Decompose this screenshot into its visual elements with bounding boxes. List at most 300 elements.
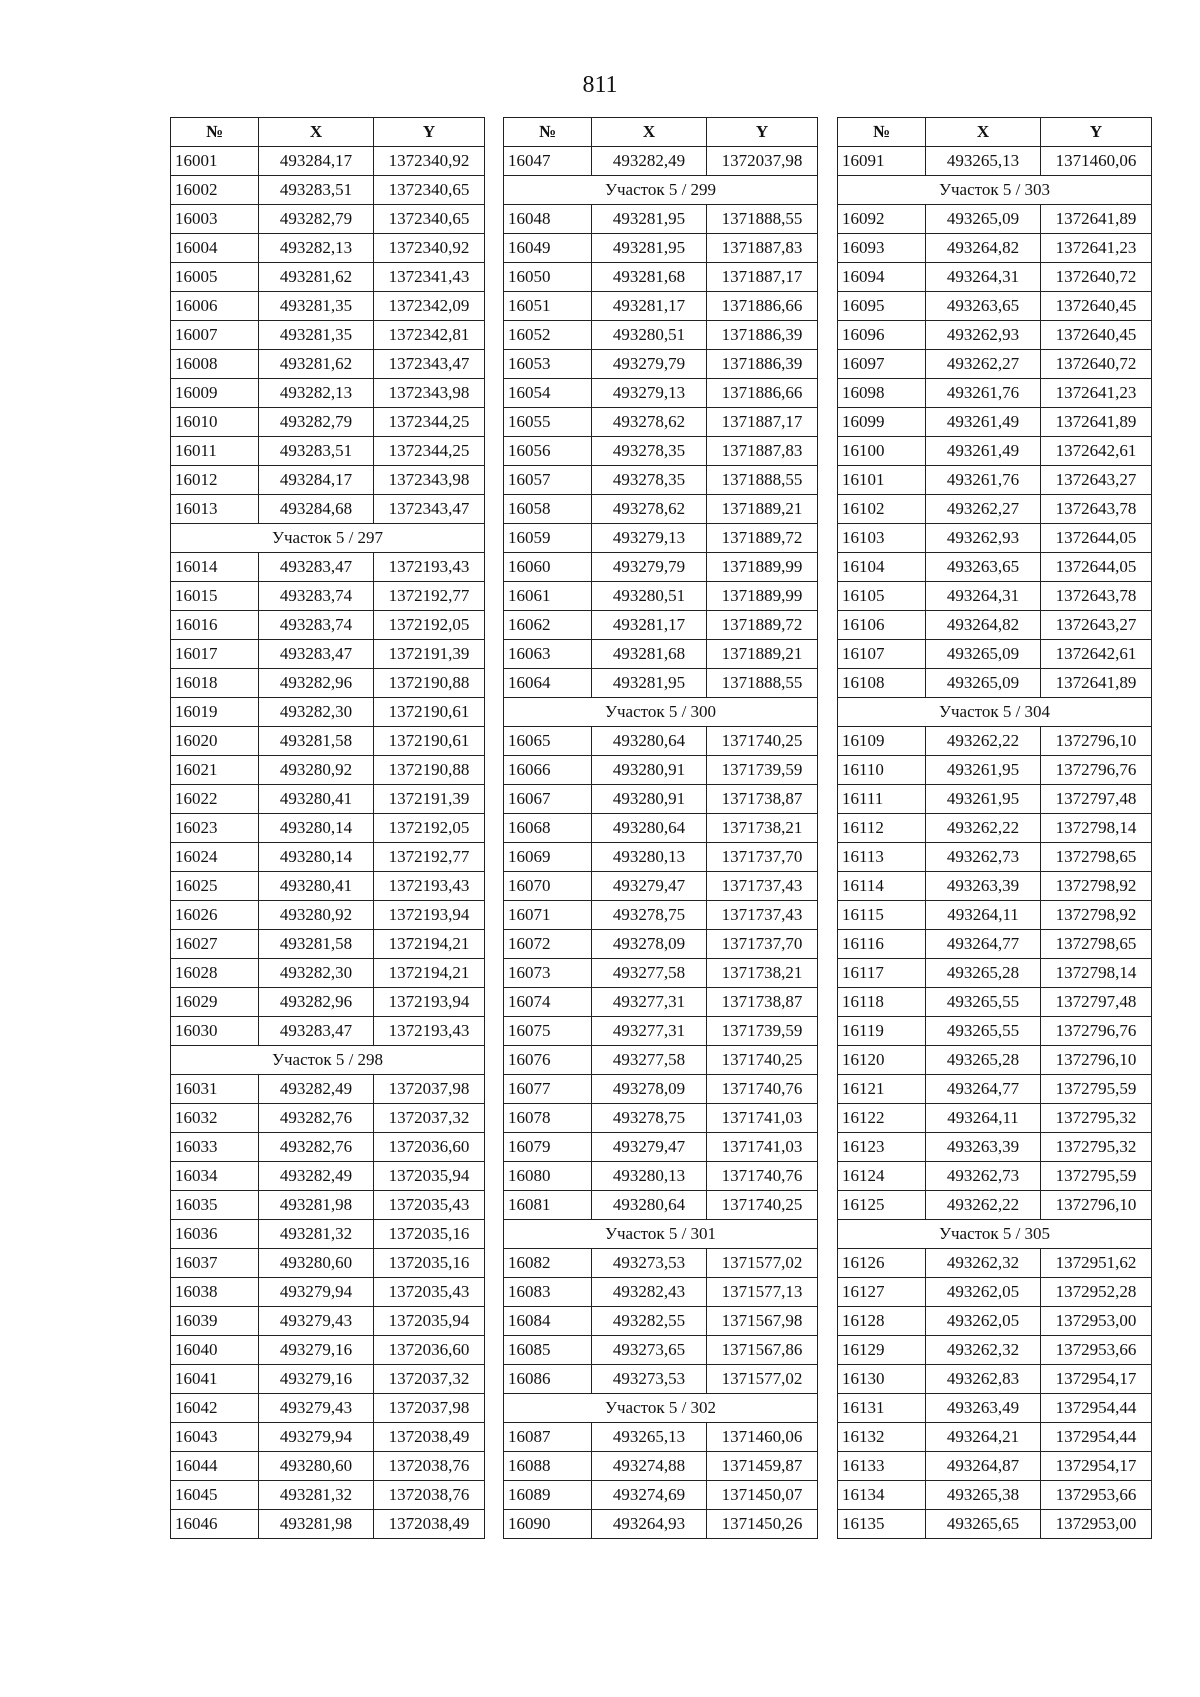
x-coordinate-cell: 493262,32 (926, 1336, 1041, 1365)
table-row (171, 872, 485, 901)
y-coordinate-cell: 1372641,23 (1041, 234, 1152, 263)
table-row (171, 350, 485, 379)
table-row (504, 988, 818, 1017)
y-coordinate-cell: 1372190,88 (374, 669, 485, 698)
point-number-cell: 16054 (504, 379, 592, 408)
point-number-cell: 16064 (504, 669, 592, 698)
point-number-cell: 16127 (838, 1278, 926, 1307)
y-coordinate-cell: 1371889,72 (707, 524, 818, 553)
x-coordinate-cell: 493262,73 (926, 1162, 1041, 1191)
y-coordinate-cell: 1372795,59 (1041, 1075, 1152, 1104)
x-coordinate-cell: 493263,39 (926, 1133, 1041, 1162)
y-coordinate-cell: 1372193,94 (374, 988, 485, 1017)
table-row (504, 408, 818, 437)
x-coordinate-cell: 493261,76 (926, 466, 1041, 495)
y-coordinate-cell: 1371737,43 (707, 872, 818, 901)
section-row (838, 1220, 1152, 1249)
point-number-cell: 16035 (171, 1191, 259, 1220)
x-coordinate-cell: 493282,13 (259, 234, 374, 263)
point-number-cell: 16081 (504, 1191, 592, 1220)
point-number-cell: 16073 (504, 959, 592, 988)
point-number-cell: 16086 (504, 1365, 592, 1394)
y-coordinate-cell: 1372953,66 (1041, 1481, 1152, 1510)
point-number-cell: 16026 (171, 901, 259, 930)
y-coordinate-cell: 1371888,55 (707, 205, 818, 234)
point-number-cell: 16032 (171, 1104, 259, 1133)
y-coordinate-cell: 1372037,98 (374, 1394, 485, 1423)
point-number-cell: 16107 (838, 640, 926, 669)
point-number-cell: 16099 (838, 408, 926, 437)
table-row (838, 959, 1152, 988)
section-label: Участок 5 / 300 (504, 698, 818, 727)
x-coordinate-cell: 493265,28 (926, 959, 1041, 988)
table-row (171, 466, 485, 495)
header-x: X (592, 118, 707, 147)
table-row (171, 1220, 485, 1249)
point-number-cell: 16031 (171, 1075, 259, 1104)
table-row (171, 1133, 485, 1162)
table-row (838, 350, 1152, 379)
table-row (504, 611, 818, 640)
point-number-cell: 16045 (171, 1481, 259, 1510)
x-coordinate-cell: 493265,09 (926, 205, 1041, 234)
point-number-cell: 16085 (504, 1336, 592, 1365)
y-coordinate-cell: 1372644,05 (1041, 524, 1152, 553)
x-coordinate-cell: 493261,49 (926, 437, 1041, 466)
header-number: № (171, 118, 259, 147)
y-coordinate-cell: 1372642,61 (1041, 640, 1152, 669)
y-coordinate-cell: 1371887,17 (707, 263, 818, 292)
x-coordinate-cell: 493283,74 (259, 611, 374, 640)
x-coordinate-cell: 493282,96 (259, 669, 374, 698)
y-coordinate-cell: 1372796,76 (1041, 756, 1152, 785)
x-coordinate-cell: 493280,92 (259, 901, 374, 930)
table-row (171, 321, 485, 350)
table-row (171, 669, 485, 698)
table-row (171, 263, 485, 292)
y-coordinate-cell: 1372640,45 (1041, 321, 1152, 350)
x-coordinate-cell: 493280,91 (592, 785, 707, 814)
x-coordinate-cell: 493273,65 (592, 1336, 707, 1365)
x-coordinate-cell: 493279,13 (592, 524, 707, 553)
section-row (504, 1394, 818, 1423)
x-coordinate-cell: 493284,17 (259, 466, 374, 495)
y-coordinate-cell: 1372193,43 (374, 553, 485, 582)
x-coordinate-cell: 493262,83 (926, 1365, 1041, 1394)
point-number-cell: 16111 (838, 785, 926, 814)
y-coordinate-cell: 1371741,03 (707, 1133, 818, 1162)
point-number-cell: 16124 (838, 1162, 926, 1191)
x-coordinate-cell: 493264,82 (926, 611, 1041, 640)
table-row (504, 930, 818, 959)
point-number-cell: 16048 (504, 205, 592, 234)
y-coordinate-cell: 1372344,25 (374, 408, 485, 437)
y-coordinate-cell: 1372796,10 (1041, 1046, 1152, 1075)
point-number-cell: 16077 (504, 1075, 592, 1104)
y-coordinate-cell: 1372643,78 (1041, 495, 1152, 524)
point-number-cell: 16130 (838, 1365, 926, 1394)
x-coordinate-cell: 493265,28 (926, 1046, 1041, 1075)
x-coordinate-cell: 493282,96 (259, 988, 374, 1017)
point-number-cell: 16063 (504, 640, 592, 669)
point-number-cell: 16071 (504, 901, 592, 930)
point-number-cell: 16097 (838, 350, 926, 379)
y-coordinate-cell: 1371889,99 (707, 553, 818, 582)
point-number-cell: 16001 (171, 147, 259, 176)
y-coordinate-cell: 1372193,94 (374, 901, 485, 930)
x-coordinate-cell: 493281,95 (592, 669, 707, 698)
table-row (504, 582, 818, 611)
table-row (504, 553, 818, 582)
point-number-cell: 16076 (504, 1046, 592, 1075)
point-number-cell: 16034 (171, 1162, 259, 1191)
y-coordinate-cell: 1372795,32 (1041, 1104, 1152, 1133)
table-row (504, 350, 818, 379)
table-row (171, 1365, 485, 1394)
y-coordinate-cell: 1371738,87 (707, 988, 818, 1017)
table-row (504, 379, 818, 408)
table-row (838, 147, 1152, 176)
x-coordinate-cell: 493282,79 (259, 205, 374, 234)
x-coordinate-cell: 493278,62 (592, 495, 707, 524)
point-number-cell: 16132 (838, 1423, 926, 1452)
y-coordinate-cell: 1372341,43 (374, 263, 485, 292)
point-number-cell: 16036 (171, 1220, 259, 1249)
point-number-cell: 16013 (171, 495, 259, 524)
y-coordinate-cell: 1372796,10 (1041, 727, 1152, 756)
table-row (838, 205, 1152, 234)
y-coordinate-cell: 1372191,39 (374, 785, 485, 814)
point-number-cell: 16092 (838, 205, 926, 234)
y-coordinate-cell: 1372038,49 (374, 1423, 485, 1452)
x-coordinate-cell: 493263,65 (926, 553, 1041, 582)
point-number-cell: 16011 (171, 437, 259, 466)
point-number-cell: 16009 (171, 379, 259, 408)
x-coordinate-cell: 493279,79 (592, 553, 707, 582)
table-row (504, 1365, 818, 1394)
table-row (838, 1249, 1152, 1278)
x-coordinate-cell: 493265,09 (926, 669, 1041, 698)
x-coordinate-cell: 493281,32 (259, 1481, 374, 1510)
y-coordinate-cell: 1371887,17 (707, 408, 818, 437)
table-row (838, 727, 1152, 756)
x-coordinate-cell: 493278,09 (592, 930, 707, 959)
y-coordinate-cell: 1371577,13 (707, 1278, 818, 1307)
x-coordinate-cell: 493262,73 (926, 843, 1041, 872)
point-number-cell: 16039 (171, 1307, 259, 1336)
x-coordinate-cell: 493264,82 (926, 234, 1041, 263)
point-number-cell: 16101 (838, 466, 926, 495)
section-label: Участок 5 / 301 (504, 1220, 818, 1249)
x-coordinate-cell: 493279,43 (259, 1307, 374, 1336)
point-number-cell: 16089 (504, 1481, 592, 1510)
table-row (504, 901, 818, 930)
section-row (504, 1220, 818, 1249)
section-label: Участок 5 / 303 (838, 176, 1152, 205)
y-coordinate-cell: 1371886,66 (707, 379, 818, 408)
point-number-cell: 16065 (504, 727, 592, 756)
point-number-cell: 16109 (838, 727, 926, 756)
point-number-cell: 16053 (504, 350, 592, 379)
x-coordinate-cell: 493262,22 (926, 727, 1041, 756)
point-number-cell: 16004 (171, 234, 259, 263)
point-number-cell: 16116 (838, 930, 926, 959)
y-coordinate-cell: 1372340,92 (374, 147, 485, 176)
point-number-cell: 16068 (504, 814, 592, 843)
point-number-cell: 16098 (838, 379, 926, 408)
x-coordinate-cell: 493279,16 (259, 1365, 374, 1394)
table-row (171, 930, 485, 959)
x-coordinate-cell: 493280,60 (259, 1249, 374, 1278)
section-row (838, 176, 1152, 205)
x-coordinate-cell: 493281,62 (259, 263, 374, 292)
x-coordinate-cell: 493261,49 (926, 408, 1041, 437)
point-number-cell: 16087 (504, 1423, 592, 1452)
x-coordinate-cell: 493281,98 (259, 1510, 374, 1539)
x-coordinate-cell: 493265,09 (926, 640, 1041, 669)
y-coordinate-cell: 1372642,61 (1041, 437, 1152, 466)
x-coordinate-cell: 493265,65 (926, 1510, 1041, 1539)
coordinates-table-2 (503, 117, 818, 1539)
x-coordinate-cell: 493282,76 (259, 1104, 374, 1133)
point-number-cell: 16131 (838, 1394, 926, 1423)
table-header-row (838, 118, 1152, 147)
y-coordinate-cell: 1372954,44 (1041, 1423, 1152, 1452)
x-coordinate-cell: 493274,88 (592, 1452, 707, 1481)
x-coordinate-cell: 493282,55 (592, 1307, 707, 1336)
y-coordinate-cell: 1371737,70 (707, 930, 818, 959)
x-coordinate-cell: 493282,76 (259, 1133, 374, 1162)
x-coordinate-cell: 493281,17 (592, 611, 707, 640)
y-coordinate-cell: 1372641,89 (1041, 408, 1152, 437)
table-row (838, 582, 1152, 611)
x-coordinate-cell: 493278,35 (592, 466, 707, 495)
y-coordinate-cell: 1372035,94 (374, 1307, 485, 1336)
x-coordinate-cell: 493283,74 (259, 582, 374, 611)
x-coordinate-cell: 493281,58 (259, 930, 374, 959)
point-number-cell: 16069 (504, 843, 592, 872)
table-row (838, 669, 1152, 698)
table-row (504, 1423, 818, 1452)
x-coordinate-cell: 493273,53 (592, 1365, 707, 1394)
point-number-cell: 16093 (838, 234, 926, 263)
table-row (504, 669, 818, 698)
x-coordinate-cell: 493282,30 (259, 698, 374, 727)
table-row (504, 292, 818, 321)
table-row (838, 234, 1152, 263)
point-number-cell: 16062 (504, 611, 592, 640)
x-coordinate-cell: 493277,31 (592, 1017, 707, 1046)
point-number-cell: 16072 (504, 930, 592, 959)
point-number-cell: 16094 (838, 263, 926, 292)
table-row (838, 1452, 1152, 1481)
table-row (838, 437, 1152, 466)
x-coordinate-cell: 493277,58 (592, 1046, 707, 1075)
table-row (504, 147, 818, 176)
point-number-cell: 16020 (171, 727, 259, 756)
y-coordinate-cell: 1371886,66 (707, 292, 818, 321)
point-number-cell: 16010 (171, 408, 259, 437)
y-coordinate-cell: 1372190,61 (374, 727, 485, 756)
x-coordinate-cell: 493279,94 (259, 1278, 374, 1307)
y-coordinate-cell: 1372796,10 (1041, 1191, 1152, 1220)
x-coordinate-cell: 493282,30 (259, 959, 374, 988)
point-number-cell: 16080 (504, 1162, 592, 1191)
point-number-cell: 16119 (838, 1017, 926, 1046)
point-number-cell: 16103 (838, 524, 926, 553)
table-row (504, 321, 818, 350)
y-coordinate-cell: 1372641,89 (1041, 205, 1152, 234)
table-row (838, 292, 1152, 321)
x-coordinate-cell: 493262,32 (926, 1249, 1041, 1278)
table-row (504, 1510, 818, 1539)
point-number-cell: 16121 (838, 1075, 926, 1104)
x-coordinate-cell: 493264,93 (592, 1510, 707, 1539)
x-coordinate-cell: 493280,64 (592, 814, 707, 843)
x-coordinate-cell: 493273,53 (592, 1249, 707, 1278)
point-number-cell: 16100 (838, 437, 926, 466)
y-coordinate-cell: 1372342,81 (374, 321, 485, 350)
table-row (504, 959, 818, 988)
y-coordinate-cell: 1372954,17 (1041, 1452, 1152, 1481)
point-number-cell: 16135 (838, 1510, 926, 1539)
table-row (504, 437, 818, 466)
point-number-cell: 16083 (504, 1278, 592, 1307)
x-coordinate-cell: 493277,58 (592, 959, 707, 988)
x-coordinate-cell: 493279,13 (592, 379, 707, 408)
point-number-cell: 16057 (504, 466, 592, 495)
y-coordinate-cell: 1372951,62 (1041, 1249, 1152, 1278)
x-coordinate-cell: 493281,17 (592, 292, 707, 321)
x-coordinate-cell: 493264,31 (926, 582, 1041, 611)
y-coordinate-cell: 1372342,09 (374, 292, 485, 321)
section-row (838, 698, 1152, 727)
table-row (171, 205, 485, 234)
y-coordinate-cell: 1372192,77 (374, 582, 485, 611)
y-coordinate-cell: 1372035,43 (374, 1278, 485, 1307)
table-row (838, 1423, 1152, 1452)
table-row (171, 1017, 485, 1046)
point-number-cell: 16005 (171, 263, 259, 292)
y-coordinate-cell: 1372795,59 (1041, 1162, 1152, 1191)
point-number-cell: 16050 (504, 263, 592, 292)
point-number-cell: 16125 (838, 1191, 926, 1220)
point-number-cell: 16090 (504, 1510, 592, 1539)
table-row (838, 495, 1152, 524)
y-coordinate-cell: 1372037,32 (374, 1104, 485, 1133)
table-row (838, 988, 1152, 1017)
point-number-cell: 16084 (504, 1307, 592, 1336)
x-coordinate-cell: 493280,92 (259, 756, 374, 785)
y-coordinate-cell: 1371740,76 (707, 1075, 818, 1104)
table-row (504, 495, 818, 524)
table-row (171, 1249, 485, 1278)
table-row (504, 1191, 818, 1220)
section-row (504, 698, 818, 727)
y-coordinate-cell: 1371886,39 (707, 321, 818, 350)
header-number: № (838, 118, 926, 147)
y-coordinate-cell: 1372796,76 (1041, 1017, 1152, 1046)
header-x: X (926, 118, 1041, 147)
table-row (838, 785, 1152, 814)
y-coordinate-cell: 1372798,14 (1041, 814, 1152, 843)
table-row (838, 1104, 1152, 1133)
point-number-cell: 16106 (838, 611, 926, 640)
y-coordinate-cell: 1372641,23 (1041, 379, 1152, 408)
y-coordinate-cell: 1372953,00 (1041, 1307, 1152, 1336)
y-coordinate-cell: 1371887,83 (707, 234, 818, 263)
x-coordinate-cell: 493263,65 (926, 292, 1041, 321)
table-row (504, 1481, 818, 1510)
y-coordinate-cell: 1372343,47 (374, 495, 485, 524)
point-number-cell: 16122 (838, 1104, 926, 1133)
table-row (504, 466, 818, 495)
y-coordinate-cell: 1372644,05 (1041, 553, 1152, 582)
x-coordinate-cell: 493277,31 (592, 988, 707, 1017)
point-number-cell: 16110 (838, 756, 926, 785)
x-coordinate-cell: 493262,27 (926, 495, 1041, 524)
section-label: Участок 5 / 302 (504, 1394, 818, 1423)
x-coordinate-cell: 493281,62 (259, 350, 374, 379)
y-coordinate-cell: 1372340,65 (374, 205, 485, 234)
section-row (504, 176, 818, 205)
y-coordinate-cell: 1371886,39 (707, 350, 818, 379)
x-coordinate-cell: 493278,09 (592, 1075, 707, 1104)
x-coordinate-cell: 493261,95 (926, 756, 1041, 785)
point-number-cell: 16006 (171, 292, 259, 321)
x-coordinate-cell: 493279,47 (592, 872, 707, 901)
y-coordinate-cell: 1372343,98 (374, 379, 485, 408)
x-coordinate-cell: 493280,64 (592, 727, 707, 756)
x-coordinate-cell: 493283,51 (259, 176, 374, 205)
y-coordinate-cell: 1371887,83 (707, 437, 818, 466)
y-coordinate-cell: 1372798,14 (1041, 959, 1152, 988)
table-row (171, 959, 485, 988)
y-coordinate-cell: 1372035,16 (374, 1249, 485, 1278)
x-coordinate-cell: 493262,93 (926, 321, 1041, 350)
section-label: Участок 5 / 299 (504, 176, 818, 205)
y-coordinate-cell: 1372798,65 (1041, 930, 1152, 959)
x-coordinate-cell: 493278,75 (592, 1104, 707, 1133)
x-coordinate-cell: 493274,69 (592, 1481, 707, 1510)
table-row (838, 408, 1152, 437)
x-coordinate-cell: 493281,32 (259, 1220, 374, 1249)
point-number-cell: 16012 (171, 466, 259, 495)
point-number-cell: 16102 (838, 495, 926, 524)
table-row (838, 930, 1152, 959)
point-number-cell: 16112 (838, 814, 926, 843)
table-row (504, 1278, 818, 1307)
table-header-row (504, 118, 818, 147)
y-coordinate-cell: 1372038,49 (374, 1510, 485, 1539)
x-coordinate-cell: 493284,17 (259, 147, 374, 176)
y-coordinate-cell: 1372191,39 (374, 640, 485, 669)
x-coordinate-cell: 493278,35 (592, 437, 707, 466)
x-coordinate-cell: 493280,51 (592, 321, 707, 350)
x-coordinate-cell: 493264,87 (926, 1452, 1041, 1481)
y-coordinate-cell: 1372953,66 (1041, 1336, 1152, 1365)
y-coordinate-cell: 1371741,03 (707, 1104, 818, 1133)
table-row (838, 814, 1152, 843)
table-row (838, 1336, 1152, 1365)
x-coordinate-cell: 493281,58 (259, 727, 374, 756)
point-number-cell: 16088 (504, 1452, 592, 1481)
x-coordinate-cell: 493282,49 (259, 1075, 374, 1104)
y-coordinate-cell: 1372194,21 (374, 930, 485, 959)
table-row (838, 901, 1152, 930)
table-row (504, 640, 818, 669)
y-coordinate-cell: 1371577,02 (707, 1365, 818, 1394)
